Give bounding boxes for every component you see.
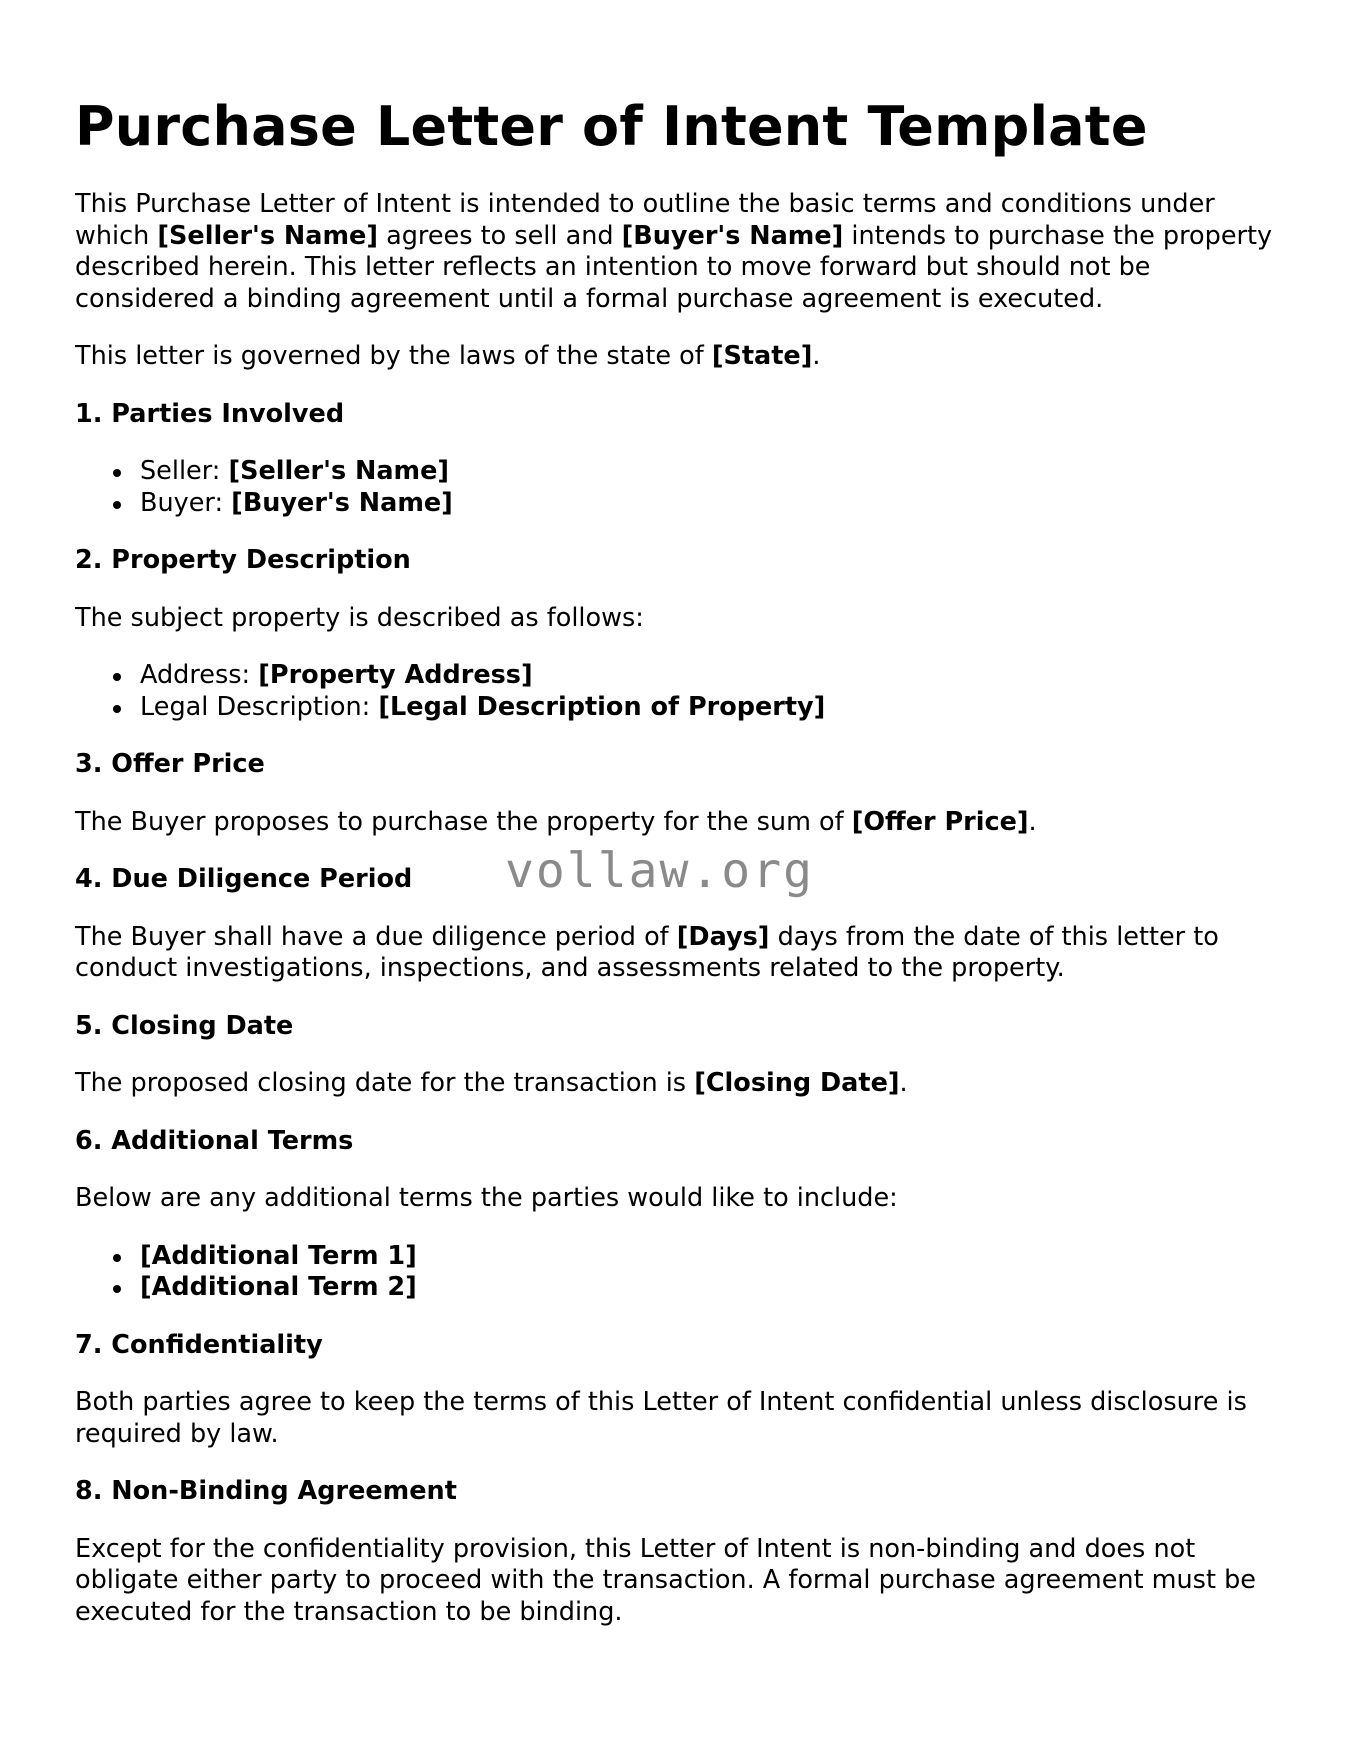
legal-label: Legal Description: [140,691,379,722]
days-placeholder: [Days] [676,921,770,952]
closing-text-2: . [899,1068,908,1098]
intro-buyer-placeholder: [Buyer's Name] [621,220,844,251]
confidentiality-paragraph: Both parties agree to keep the terms of this Letter of Intent confidential unless disclosure is required by law. [75,1387,1247,1449]
list-item-term-1 [140,1241,1275,1273]
seller-value: [Seller's Name] [228,456,450,486]
section-heading-non-binding: 8. Non-Binding Agreement [75,1476,457,1506]
page-title: Purchase Letter of Intent Template [75,95,1148,158]
governed-text-2: . [812,341,821,371]
term-2-value: [Additional Term 2] [140,1272,417,1302]
address-value: [Property Address] [258,660,533,690]
section-heading-confidentiality: 7. Confidentiality [75,1329,323,1360]
offer-text-1: The Buyer proposes to purchase the property for the sum of [75,806,852,837]
governed-paragraph [75,341,1275,373]
non-binding-paragraph: Except for the confidentiality provision, this Letter of Intent is non-binding and does not obligate either party to proceed with the transaction. A formal purchase agreement must be executed for the transaction to be binding. [75,1533,1256,1627]
list-item-address [140,660,1275,692]
due-diligence-text-1: The Buyer shall have a due diligence period of [75,921,677,952]
closing-paragraph [75,1068,1275,1100]
list-item-seller [140,456,1275,488]
offer-price-placeholder: [Offer Price] [851,806,1029,837]
property-paragraph: The subject property is described as follows: [75,602,644,633]
closing-text-1: The proposed closing date for the transaction is [75,1068,695,1098]
due-diligence-text-2: days from the date of this letter to conduct investigations, inspections, and assessments related to the property. [75,921,1219,983]
address-label: Address: [140,660,259,690]
list-item-buyer [140,488,1275,520]
additional-terms-paragraph: Below are any additional terms the parties would like to include: [75,1183,898,1213]
section-heading-due-diligence: 4. Due Diligence Period [75,864,413,894]
governed-text-1: This letter is governed by the laws of the state of [75,341,712,371]
section-heading-additional-terms: 6. Additional Terms [75,1125,354,1156]
section-heading-property: 2. Property Description [75,545,411,575]
intro-text-1: This Purchase Letter of Intent is intended to outline the basic terms and conditions under which [75,189,1215,251]
closing-date-placeholder: [Closing Date] [694,1068,900,1098]
offer-text-2: . [1028,806,1037,837]
intro-paragraph [75,189,1275,315]
intro-seller-placeholder: [Seller's Name] [157,220,378,251]
parties-list [75,456,1275,519]
additional-terms-list [75,1241,1275,1304]
section-heading-parties: 1. Parties Involved [75,398,345,429]
section-heading-closing: 5. Closing Date [75,1010,294,1041]
intro-text-3: intends to purchase the property described herein. This letter reflects an intention to move forward but should not be considered a binding agreement until a formal purchase agreement is executed. [75,220,1273,314]
watermark: vollaw.org [505,843,814,899]
seller-label: Seller: [140,456,229,486]
state-placeholder: [State] [711,341,813,371]
list-item-legal [140,692,1275,724]
due-diligence-paragraph [75,922,1275,985]
intro-text-2: agrees to sell and [378,220,622,251]
property-list [75,660,1275,723]
offer-paragraph [75,807,1275,839]
term-1-value: [Additional Term 1] [140,1240,417,1271]
section-heading-offer: 3. Offer Price [75,749,265,779]
buyer-label: Buyer: [140,487,232,518]
buyer-value: [Buyer's Name] [231,487,453,518]
list-item-term-2 [140,1272,1275,1304]
legal-value: [Legal Description of Property] [378,691,826,722]
